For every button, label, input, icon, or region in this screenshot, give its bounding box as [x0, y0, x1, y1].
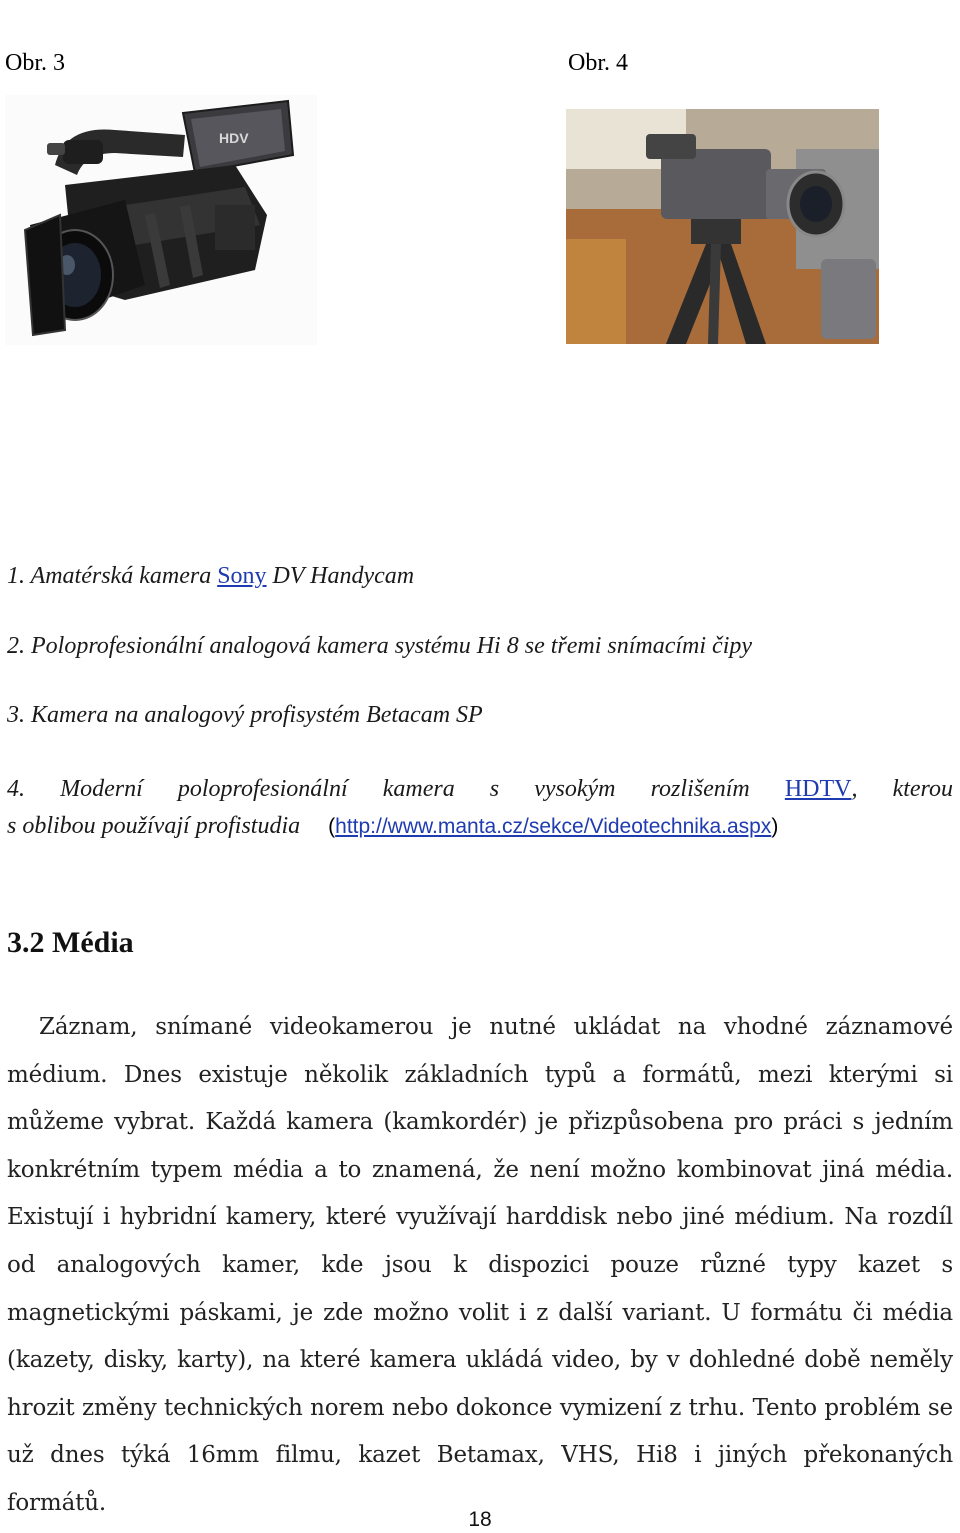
caption-3: 3. Kamera na analogový profisystém Betacam SP: [7, 702, 483, 728]
studio-camera-photo: [566, 109, 879, 344]
caption-1: [7, 563, 953, 590]
caption-1-prefix: 1. Amatérská kamera: [7, 563, 218, 589]
manta-url-link[interactable]: http://www.manta.cz/sekce/Videotechnika.aspx: [335, 815, 772, 838]
caption-1-suffix: DV Handycam: [266, 563, 415, 589]
caption-4-line-2-text: s oblibou používají profistudia: [7, 813, 301, 839]
url-open-paren: (: [328, 815, 336, 838]
hdtv-link[interactable]: HDTV: [784, 776, 852, 802]
studio-camera-illustration: [566, 109, 879, 344]
camcorder-photo: [5, 95, 317, 345]
caption-4-line-1: [7, 776, 953, 803]
url-close-paren: ): [771, 815, 779, 838]
caption-2: 2. Poloprofesionální analogová kamera systému Hi 8 se třemi snímacími čipy: [7, 633, 753, 659]
body-paragraph: Záznam, snímané videokamerou je nutné ukládat na vhodné záznamové médium. Dnes existuje několik základních typů a formátů, mezi kterými si můžeme vybrat. Každá kamera (kamkordér) je přizpůsobena pro práci s jedním konkrétním typem média a to znamená, že není možno kombinovat jiná média. Existují i hybridní kamery, které využívají harddisk nebo jiné médium. Na rozdíl od analogových kamer, kde jsou k dispozici pouze různé typy kazet s magnetickými páskami, je zde možno volit i z další variant. U formátu či média (kazety, disky, karty), na které kamera ukládá video, by v dohledné době neměly hrozit změny technických norem nebo dokonce vymizení z trhu. Tento problém se už dnes týká 16mm filmu, kazet Betamax, VHS, Hi8 i jiných překonaných formátů.: [7, 1014, 953, 1516]
figure-label-4: Obr. 4: [568, 50, 628, 76]
hdv-badge: HDV: [219, 130, 249, 146]
page-number: 18: [468, 1508, 492, 1531]
figure-label-3: Obr. 3: [5, 50, 65, 76]
sony-link[interactable]: Sony: [217, 563, 267, 589]
caption-4-prefix: 4. Moderní poloprofesionální kamera s vysokým rozlišením: [7, 776, 785, 802]
caption-4-suffix: , kterou: [851, 776, 954, 802]
camcorder-illustration: [5, 95, 317, 345]
caption-4-line-2: [7, 813, 953, 840]
section-heading: 3.2 Média: [7, 926, 134, 959]
source-url-wrapper: [328, 815, 778, 838]
